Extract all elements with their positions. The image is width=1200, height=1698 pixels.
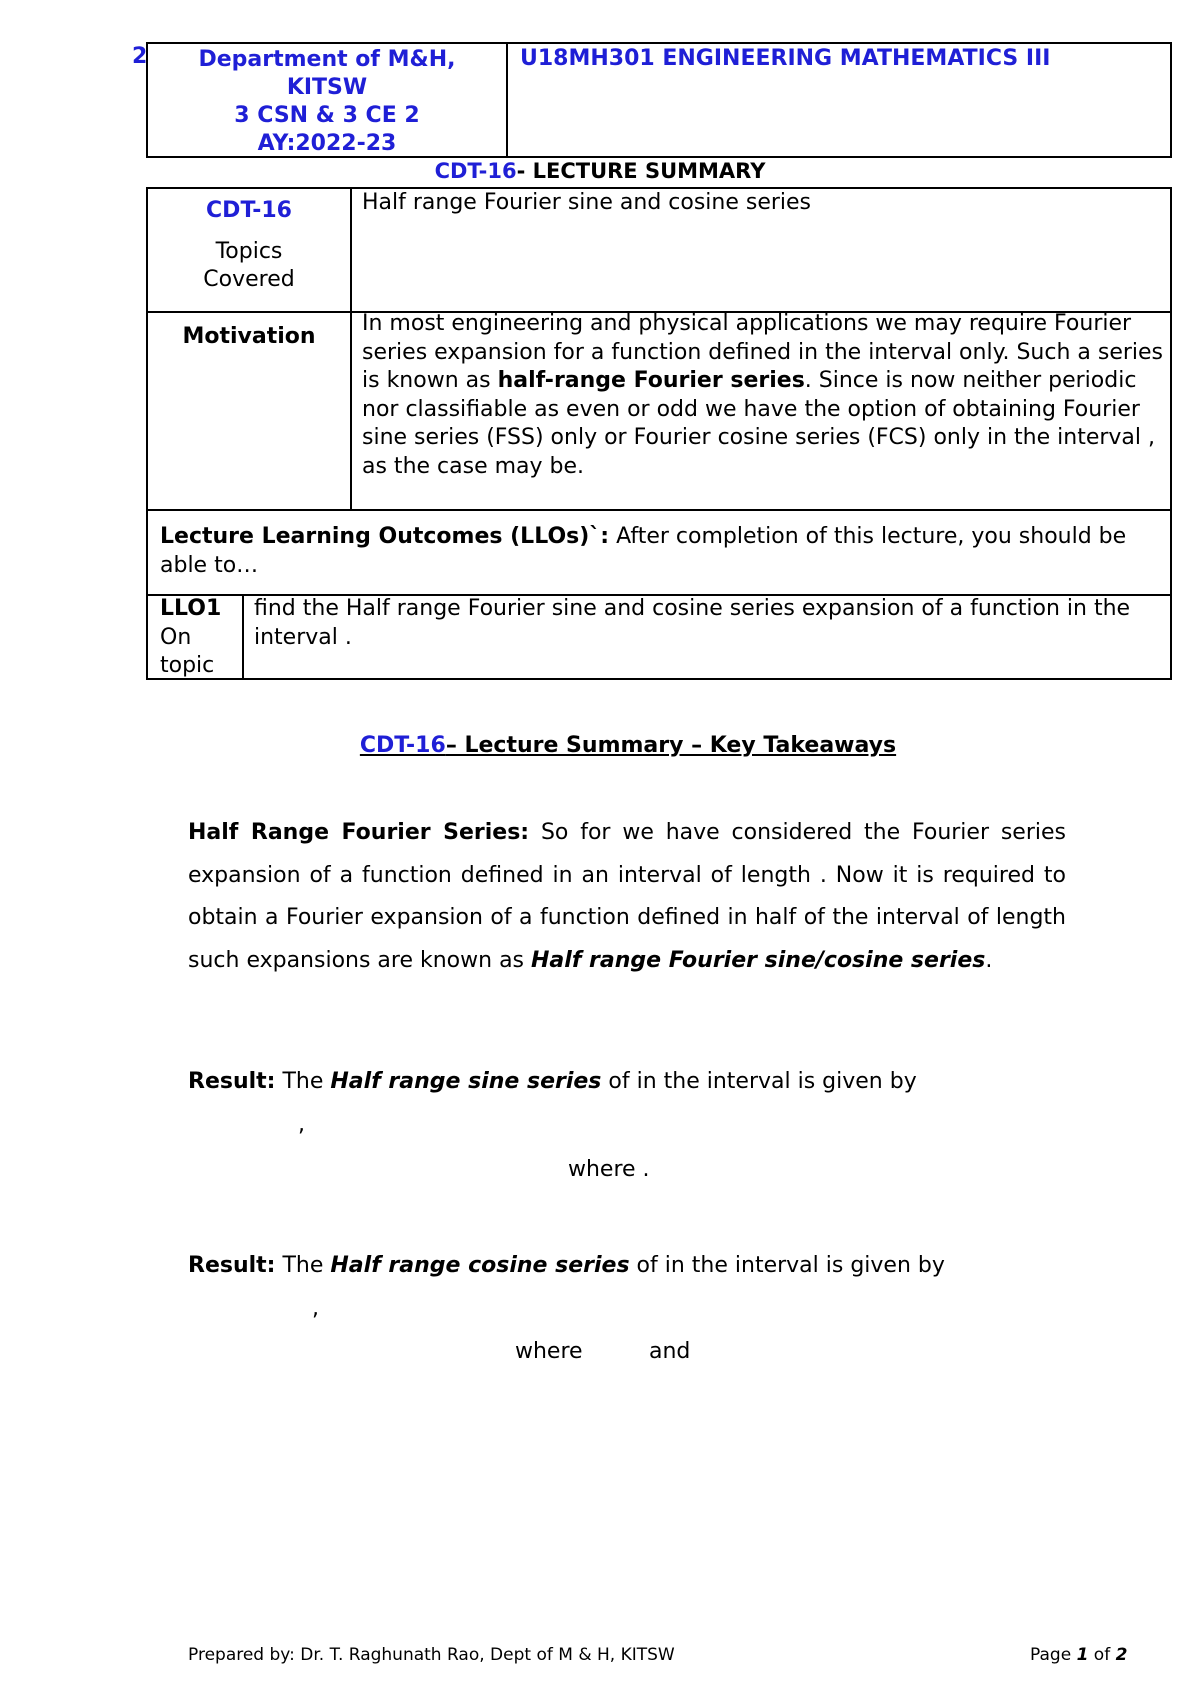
cosine-where: where [515,1339,583,1364]
motivation-label: Motivation [182,324,316,349]
result-cosine [188,1253,945,1278]
half-range-text: . [985,947,993,973]
cosine-formula-comma: , [312,1296,319,1321]
course-title: U18MH301 ENGINEERING MATHEMATICS III [520,46,1051,71]
sine-formula-comma: , [298,1112,305,1137]
half-range-heading: Half Range Fourier Series: [188,820,530,845]
result-sine [188,1069,917,1094]
motivation-text-part: . Since is now neither periodic nor classifiable as even or odd we have the option of obtaining Fourier sine series (FSS) only or Fourier cosine series (FCS) only in the interval , as the case may be. [362,368,1155,479]
class-line: 3 CSN & 3 CE 2 [234,103,420,128]
result-label: Result: [188,1253,276,1278]
llo-header-label: Lecture Learning Outcomes (LLOs)`: [160,524,610,549]
summary-code: CDT-16 [434,159,517,183]
llo-header [160,523,1160,580]
motivation-text [362,310,1166,481]
motivation-emphasis: half-range Fourier series [497,368,805,393]
half-range-emphasis: Half range Fourier sine/cosine series [531,947,986,973]
header-table [146,42,1172,158]
half-range-text: So for we have considered the Fourier series expansion of a function defined in an interval of length . Now it is required to obtain a Fourier expansion of a function defined in half of the interval of length such expansions are known as [188,820,1066,973]
row-divider [148,509,1170,511]
cosine-and: and [649,1339,691,1364]
topics-content: Half range Fourier sine and cosine series [362,190,812,215]
footer-prepared-by: Prepared by: Dr. T. Raghunath Rao, Dept of M & H, KITSW [188,1645,675,1665]
topics-code: CDT-16 [206,198,292,223]
topics-label: Topics [215,238,283,264]
half-range-paragraph [188,812,1066,982]
key-takeaways-code: CDT-16 [359,733,446,758]
page-label: Page [1030,1645,1077,1665]
page-of: of [1088,1645,1116,1665]
llo-header-text: After completion of this lecture, you should be able to… [160,524,1127,578]
sine-where: where . [568,1157,650,1182]
lecture-summary-title [0,159,1200,183]
llo1-sub: On [160,624,192,650]
page-current: 1 [1076,1645,1089,1665]
side-page-number: 2 [132,44,148,69]
result-text: of in the interval is given by [629,1253,945,1278]
motivation-text-part: In most engineering and physical applications we may require Fourier series expansion for a function defined in the interval only. Such a series is known as [362,311,1164,393]
result-text: The [275,1069,331,1094]
key-takeaways-text: – Lecture Summary – Key Takeaways [445,733,897,758]
department-line: KITSW [286,75,368,100]
academic-year-line: AY:2022-23 [257,131,397,156]
column-divider [242,594,244,680]
department-cell [148,44,508,156]
result-text: The [275,1253,331,1278]
key-takeaways-title [0,733,1200,758]
result-label: Result: [188,1069,276,1094]
department-line: Department of M&H, [198,47,456,72]
llo1-sub: topic [160,653,215,678]
result-text: of in the interval is given by [601,1069,917,1094]
column-divider [350,189,352,509]
llo1-text: find the Half range Fourier sine and cosine series expansion of a function in the interval . [254,596,1131,650]
summary-title-text: - LECTURE SUMMARY [516,159,766,183]
topics-label-cell [148,197,350,295]
result-emphasis: Half range cosine series [330,1253,630,1278]
footer-page-number [1030,1645,1127,1665]
topics-label: Covered [203,267,295,292]
lecture-summary-table [146,187,1172,680]
llo1-label-cell [160,595,221,681]
result-emphasis: Half range sine series [330,1069,602,1094]
llo1-label: LLO1 [160,596,222,621]
page-total: 2 [1115,1645,1128,1665]
